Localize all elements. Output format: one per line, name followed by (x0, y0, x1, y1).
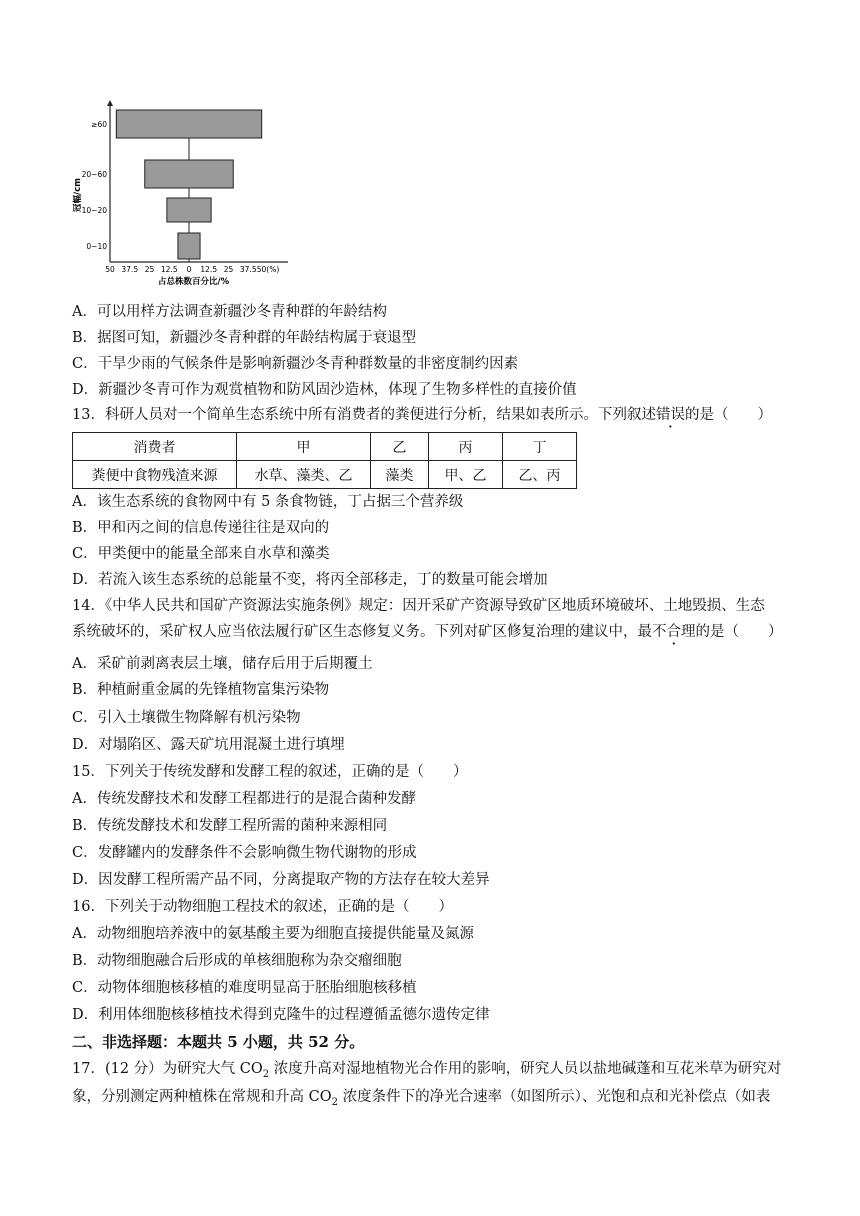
y-axis-arrow (107, 100, 113, 106)
q17-sub2: 2 (331, 1096, 338, 1108)
x-tick-label: 25 (144, 265, 155, 274)
x-tick-label: 37.5 (121, 265, 139, 274)
table-row (73, 433, 577, 461)
q13-stem-pre: 13．科研人员对一个简单生态系统中所有消费者的粪便进行分析，结果如表所示。下列叙述 (72, 407, 656, 423)
q12-option-c: C．干旱少雨的气候条件是影响新疆沙冬青种群数量的非密度制约因素 (72, 356, 519, 372)
q14-option-b: B．种植耐重金属的先锋植物富集污染物 (72, 682, 330, 698)
q15-stem: 15．下列关于传统发酵和发酵工程的叙述，正确的是（ ） (72, 764, 468, 780)
y-tick-label: 20~60 (81, 170, 107, 179)
q12-option-b: B．据图可知，新疆沙冬青种群的年龄结构属于衰退型 (72, 330, 417, 346)
q13-stem-emphasis: 错误 (655, 407, 685, 423)
table-cell: 丁 (503, 433, 577, 461)
x-tick-label: 12.5 (200, 265, 218, 274)
q12-option-a: A．可以用样方法调查新疆沙冬青种群的年龄结构 (72, 304, 387, 320)
q17-sub1: 2 (262, 1068, 270, 1080)
q14-stem-line2 (72, 622, 783, 642)
q15-option-b: B．传统发酵技术和发酵工程所需的菌种来源相同 (72, 818, 388, 834)
y-axis-label: 冠幅/cm (73, 177, 83, 212)
table-cell: 藻类 (371, 461, 429, 489)
y-tick-label: ≥60 (91, 120, 107, 129)
q16-stem: 16．下列关于动物细胞工程技术的叙述，正确的是（ ） (72, 899, 453, 915)
q17-line2 (72, 1087, 770, 1113)
q13-option-d: D．若流入该生态系统的总能量不变，将丙全部移走，丁的数量可能会增加 (72, 572, 548, 588)
table-cell: 消费者 (73, 433, 237, 461)
table-cell: 乙 (371, 433, 429, 461)
y-tick-label: 10~20 (81, 206, 107, 215)
q15-option-a: A．传统发酵技术和发酵工程都进行的是混合菌种发酵 (72, 791, 416, 807)
table-row (73, 461, 577, 489)
q16-option-d: D．利用体细胞核移植技术得到克隆牛的过程遵循孟德尔遗传定律 (72, 1007, 490, 1023)
q15-option-d: D．因发酵工程所需产品不同，分离提取产物的方法存在较大差异 (72, 872, 490, 888)
table-cell: 粪便中食物残渣来源 (73, 461, 237, 489)
q14-stem-pre: 系统破坏的，采矿权人应当依法履行矿区生态修复义务。下列对矿区修复治理的建议中，最 (72, 624, 652, 640)
x-tick-label: 50(%) (256, 265, 280, 274)
table-cell: 乙、丙 (503, 461, 577, 489)
q13-stem-post: 的是（ ） (684, 407, 772, 423)
q17-l1a: 17．(12 分）为研究大气 CO (72, 1061, 263, 1077)
y-tick-labels (82, 120, 108, 251)
bar-3 (178, 233, 200, 259)
bar-0 (116, 110, 261, 138)
table-cell: 水草、藻类、乙 (237, 461, 371, 489)
x-tick-label: 0 (186, 265, 192, 274)
q14-stem-emphasis: 不合理 (652, 624, 696, 640)
x-axis-label: 占总株数百分比/% (158, 277, 230, 287)
q14-option-c: C．引入土壤微生物降解有机污染物 (72, 710, 301, 726)
q17-l2a: 象，分别测定两种植株在常规和升高 CO (72, 1089, 332, 1105)
q17-l1b: 浓度升高对湿地植物光合作用的影响，研究人员以盐地碱蓬和互花米草为研究对 (269, 1061, 782, 1077)
x-tick-label: 37.5 (239, 265, 257, 274)
table-cell: 丙 (429, 433, 503, 461)
age-structure-chart (70, 100, 300, 290)
x-tick-label: 25 (223, 265, 234, 274)
q17-line1 (72, 1059, 781, 1085)
x-tick-label: 12.5 (160, 265, 178, 274)
q16-option-c: C．动物体细胞核移植的难度明显高于胚胎细胞核移植 (72, 980, 417, 996)
x-tick-label: 50 (105, 265, 115, 274)
x-tick-labels (105, 265, 279, 274)
y-tick-label: 0~10 (86, 242, 107, 251)
bar-2 (167, 198, 211, 222)
table-cell: 甲 (237, 433, 371, 461)
q14-stem-post: 的是（ ） (695, 624, 783, 640)
q16-option-b: B．动物细胞融合后形成的单核细胞称为杂交瘤细胞 (72, 953, 402, 969)
q14-option-d: D．对塌陷区、露天矿坑用混凝土进行填埋 (72, 737, 345, 753)
q13-option-c: C．甲类便中的能量全部来自水草和藻类 (72, 546, 330, 562)
bar-1 (145, 160, 233, 188)
q13-stem (72, 405, 772, 425)
q14-option-a: A．采矿前剥离表层土壤，储存后用于后期覆土 (72, 656, 373, 672)
q16-option-a: A．动物细胞培养液中的氨基酸主要为细胞直接提供能量及氮源 (72, 926, 474, 942)
section-heading: 二、非选择题：本题共 5 小题，共 52 分。 (72, 1033, 365, 1051)
q13-option-a: A．该生态系统的食物网中有 5 条食物链，丁占据三个营养级 (72, 494, 464, 510)
table-cell: 甲、乙 (429, 461, 503, 489)
q12-option-d: D．新疆沙冬青可作为观赏植物和防风固沙造林，体现了生物多样性的直接价值 (72, 382, 577, 398)
bars-group (116, 110, 261, 259)
q15-option-c: C．发酵罐内的发酵条件不会影响微生物代谢物的形成 (72, 845, 417, 861)
q14-stem-line1: 14．《中华人民共和国矿产资源法实施条例》规定：因开采矿产资源导致矿区地质环境破坏、土地毁损、生态 (72, 598, 765, 614)
q13-option-b: B．甲和丙之间的信息传递往往是双向的 (72, 520, 330, 536)
q17-l2b: 浓度条件下的净光合速率（如图所示）、光饱和点和光补偿点（如表 (337, 1089, 771, 1105)
q13-table (72, 432, 577, 489)
